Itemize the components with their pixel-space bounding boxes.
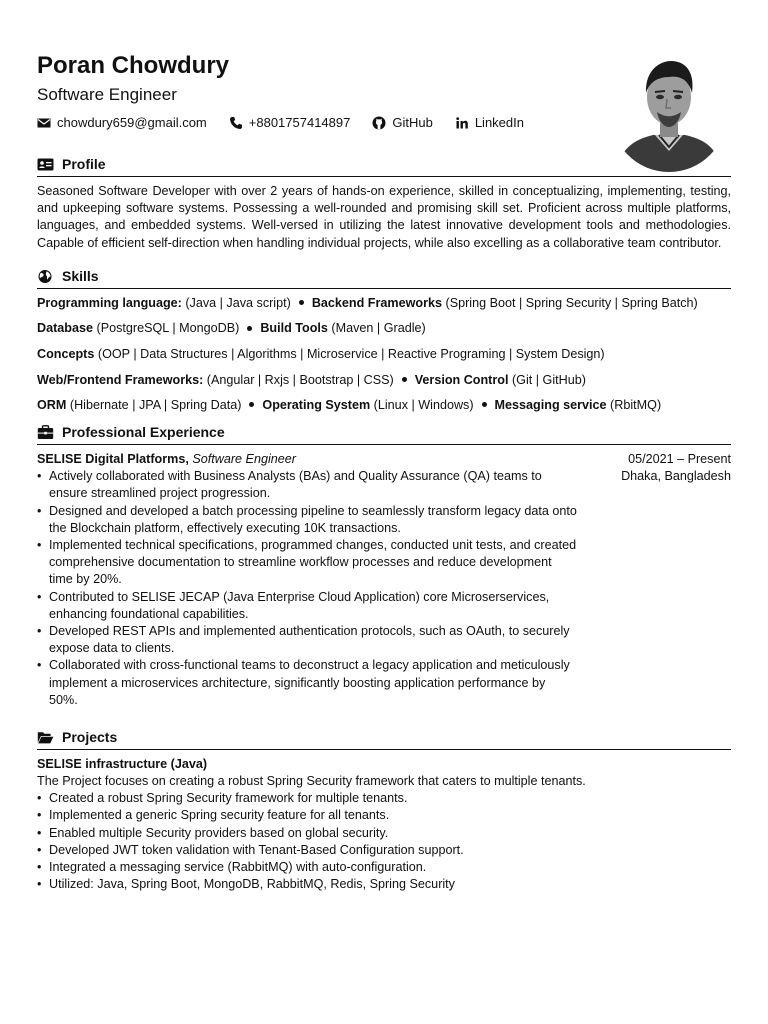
skill-item — [37, 321, 239, 335]
projects-heading — [37, 729, 731, 750]
skill-label: Messaging service — [494, 398, 607, 413]
list-item: • Actively collaborated with Business Analysts (BAs) and Quality Assurance (QA) teams to ensure streamlined project progression. — [37, 468, 577, 502]
contact-linkedin[interactable] — [455, 114, 524, 132]
skills-heading-text: Skills — [62, 267, 99, 284]
list-item: • Enabled multiple Security providers based on global security. — [37, 825, 731, 842]
project-description: The Project focuses on creating a robust Spring Security framework that caters to multiple tenants. — [37, 774, 586, 789]
resume-page — [37, 52, 731, 893]
skill-item — [37, 296, 291, 310]
job-dates: 05/2021 – Present — [628, 452, 731, 467]
list-item: • Developed REST APIs and implemented authentication protocols, such as OAuth, to securely expose data to clients. — [37, 623, 577, 657]
skill-item — [37, 373, 394, 387]
projects-section — [37, 729, 731, 893]
id-card-icon — [37, 157, 54, 172]
skill-value: (Linux | Windows) — [370, 398, 474, 413]
skill-value: (Java | Java script) — [181, 295, 291, 310]
folder-open-icon — [37, 730, 54, 745]
skill-value: (Hibernate | JPA | Spring Data) — [66, 398, 242, 413]
skill-value: (PostgreSQL | MongoDB) — [93, 321, 240, 336]
envelope-icon — [37, 116, 51, 130]
skill-item — [262, 398, 473, 412]
job-entry — [37, 451, 731, 709]
skill-line — [37, 397, 731, 414]
list-item: • Designed and developed a batch processing pipeline to seamlessly transform legacy data onto the Blockchain platform, effectively executing 10K transactions. — [37, 503, 577, 537]
linkedin-icon — [455, 116, 469, 130]
globe-icon — [37, 269, 54, 284]
bullet-dot — [249, 402, 254, 407]
email-text: chowdury659@gmail.com — [57, 115, 207, 130]
experience-heading — [37, 424, 731, 445]
job-title-line — [37, 451, 621, 468]
briefcase-icon — [37, 425, 54, 440]
candidate-title: Software Engineer — [37, 85, 177, 104]
skill-label: Backend Frameworks — [311, 295, 443, 310]
list-item: • Contributed to SELISE JECAP (Java Enterprise Cloud Application) core Microserservices, enhancing foundational capabilities. — [37, 589, 577, 623]
project-title: SELISE infrastructure (Java) — [37, 757, 208, 772]
skill-label: Web/Frontend Frameworks: — [37, 372, 204, 387]
experience-heading-text: Professional Experience — [62, 424, 225, 441]
skill-item — [312, 296, 698, 310]
projects-heading-text: Projects — [62, 729, 118, 746]
skill-line — [37, 295, 731, 312]
list-item: • Created a robust Spring Security framework for multiple tenants. — [37, 790, 731, 807]
skill-label: Version Control — [414, 372, 509, 387]
list-item: • Developed JWT token validation with Tenant-Based Configuration support. — [37, 842, 731, 859]
list-item: • Implemented a generic Spring security feature for all tenants. — [37, 807, 731, 824]
skill-line — [37, 346, 731, 363]
skills-section — [37, 268, 731, 414]
skill-item — [260, 321, 425, 335]
experience-section — [37, 424, 731, 709]
company-name: SELISE Digital Platforms, — [37, 452, 189, 467]
skill-label: Concepts — [37, 347, 95, 361]
list-item: • Utilized: Java, Spring Boot, MongoDB, RabbitMQ, Redis, Spring Security — [37, 876, 731, 893]
skill-line — [37, 320, 731, 337]
profile-heading-text: Profile — [62, 156, 106, 172]
skill-value: (Maven | Gradle) — [327, 321, 426, 336]
bullet-dot — [247, 326, 252, 331]
skill-item — [495, 398, 662, 412]
github-link: GitHub — [392, 115, 433, 130]
skill-value: (Angular | Rxjs | Bootstrap | CSS) — [203, 372, 394, 387]
skill-label: ORM — [37, 398, 67, 413]
bullet-dot — [402, 377, 407, 382]
contact-github[interactable] — [372, 114, 432, 132]
skills-list — [37, 295, 731, 414]
project-bullets — [37, 790, 731, 893]
skill-label: Database — [37, 321, 94, 336]
skill-line — [37, 372, 731, 389]
skill-label: Operating System — [262, 398, 371, 413]
job-meta — [621, 451, 731, 709]
phone-icon — [229, 116, 243, 130]
job-location: Dhaka, Bangladesh — [621, 469, 731, 484]
skill-value: (Spring Boot | Spring Security | Spring Batch) — [442, 295, 698, 310]
linkedin-link: LinkedIn — [474, 115, 524, 130]
skills-heading — [37, 268, 731, 289]
list-item: • Implemented technical specifications, programmed changes, conducted unit tests, and created comprehensive documentation to streamline workflow processes and reduce development time by 20%. — [37, 537, 577, 589]
list-item: • Integrated a messaging service (RabbitMQ) with auto-configuration. — [37, 859, 731, 876]
skill-label: Programming language: — [37, 295, 182, 310]
skill-value: (Git | GitHub) — [508, 372, 586, 387]
contact-email[interactable] — [37, 114, 207, 132]
bullet-dot — [482, 402, 487, 407]
avatar — [617, 55, 721, 173]
profile-photo — [617, 55, 721, 173]
skill-value: (OOP | Data Structures | Algorithms | Microservice | Reactive Programing | System Design) — [94, 347, 605, 361]
skill-item — [415, 373, 586, 387]
list-item: • Collaborated with cross-functional teams to deconstruct a legacy application and meticulously implement a microservices architecture, significantly boosting application performance by 50%. — [37, 657, 577, 709]
phone-text: +8801757414897 — [248, 115, 351, 130]
bullet-dot — [299, 300, 304, 305]
candidate-name: Poran Chowdury — [37, 52, 230, 79]
profile-summary: Seasoned Software Developer with over 2 years of hands-on experience, skilled in conceptualizing, implementing, testing, and upkeeping software systems. Possessing a well-rounded and promising skill set. Proficient across multiple platforms, languages, and embedded systems. Well-versed in utilizing the latest innovative development tools and methodologies. Capable of efficient self-direction when handling individual projects, while also excelling as a collaborative team contributor. — [37, 184, 731, 250]
job-bullets — [37, 468, 577, 709]
job-role: Software Engineer — [188, 452, 296, 467]
skill-item — [37, 398, 241, 412]
skill-label: Build Tools — [260, 321, 328, 336]
job-details — [37, 451, 621, 709]
github-icon — [372, 116, 386, 130]
contact-phone[interactable] — [229, 114, 351, 132]
skill-value: (RbitMQ) — [606, 398, 662, 413]
skill-item — [37, 347, 605, 361]
